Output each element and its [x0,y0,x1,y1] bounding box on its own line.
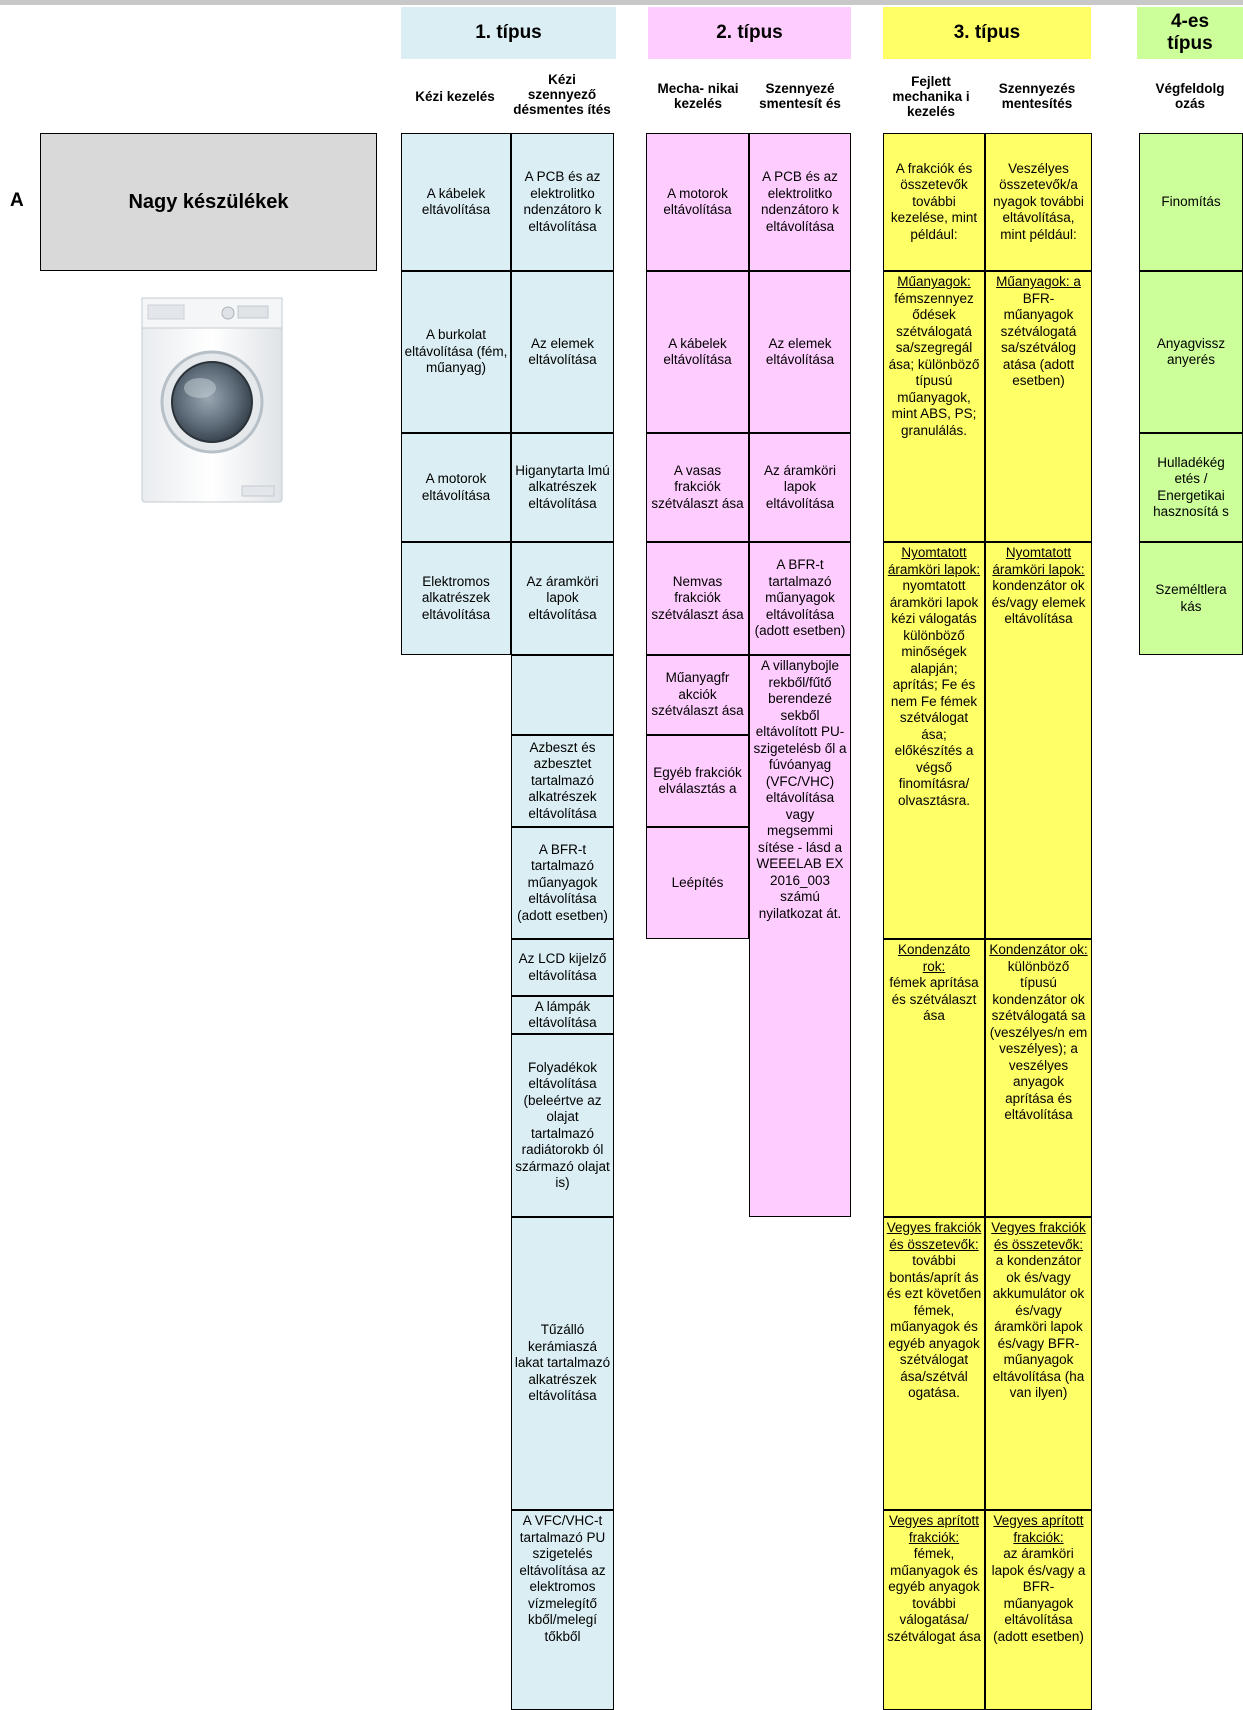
category-title: Nagy készülékek [40,133,377,271]
col6-cell-2-text: BFR- műanyagok szétválogatá sa/szétválog atása (adott esetben) [1000,290,1077,388]
col3-cell-1: A motorok eltávolítása [646,133,749,271]
col4-cell-1: A PCB és az elektrolitko ndenzátoro k eltávolítása [749,133,851,271]
subheader-vegfeldolgozas: Végfeldolg ozás [1155,81,1225,111]
col5-cell-5 [883,1217,985,1510]
header-type3: 3. típus [883,7,1091,59]
col2-cell-11: A VFC/VHC-t tartalmazó PU szigetelés eltávolítása az elektromos vízmelegítő kből/melegí tőkből [511,1510,614,1710]
col2-cell-3: Higanytarta lmú alkatrészek eltávolítása [511,433,614,542]
col5-cell-6-text: fémek, műanyagok és egyéb anyagok további válogatása/ szétválogat ása [887,1546,981,1644]
col2-cell-empty [511,655,614,735]
col5-cell-4-text: fémek aprítása és szétválaszt ása [889,975,979,1023]
col5-cell-2-text: fémszennyez ődések szétválogatá sa/szegregál ása; különböző típusú műanyagok, mint ABS, PS; granulálás. [888,290,980,438]
col5-cell-4 [883,939,985,1217]
col2-cell-4: Az áramköri lapok eltávolítása [511,542,614,655]
top-border [0,0,1243,5]
col2-cell-6: A BFR-t tartalmazó műanyagok eltávolítása (adott esetben) [511,827,614,939]
col2-cell-5: Azbeszt és azbesztet tartalmazó alkatrészek eltávolítása [511,735,614,827]
header-type4: 4-es típus [1137,7,1243,59]
col5-cell-6-heading: Vegyes aprított frakciók: [888,1513,980,1545]
col7-cell-2: Anyagvissz anyerés [1139,271,1243,433]
col6-cell-4-heading: Kondenzátor ok: [989,942,1088,957]
col6-cell-2-heading: Műanyagok: a [996,274,1081,289]
subheader-kezi-szennyezo: Kézi szennyező désmentes ítés [513,71,611,117]
col4-cell-2: Az elemek eltávolítása [749,271,851,433]
col6-cell-4 [985,939,1092,1217]
col6-cell-6-text: az áramköri lapok és/vagy a BFR- műanyagok eltávolítása (adott esetben) [991,1546,1086,1644]
header-type2: 2. típus [648,7,851,59]
col5-cell-6 [883,1510,985,1710]
row-label: A [10,190,24,211]
col6-cell-1-text: Veszélyes összetevők/a nyagok további eltávolítása, mint például: [993,160,1084,242]
col6-cell-3-text: kondenzátor ok és/vagy elemek eltávolítása [991,578,1086,626]
col4-cell-4: A BFR-t tartalmazó műanyagok eltávolítása (adott esetben) [749,542,851,655]
col5-cell-3-heading: Nyomtatott áramköri lapok: [887,545,981,577]
col7-cell-3: Hulladékég etés / Energetikai hasznosítá s [1139,433,1243,542]
col4-cell-3: Az áramköri lapok eltávolítása [749,433,851,542]
col6-cell-6 [985,1510,1092,1710]
washing-machine-icon [138,296,286,506]
col4-cell-5: A villanybojle rekből/fűtő berendezé sekből eltávolított PU- szigetelésb ől a fúvóanyag (VFC/VHC) eltávolítása vagy megsemmi sítése - lásd a WEEELAB EX 2016_003 számú nyilatkozat át. [749,655,851,1217]
col3-cell-4: Nemvas frakciók szétválaszt ása [646,542,749,655]
col5-cell-5-heading: Vegyes frakciók és összetevők: [886,1220,982,1252]
subheader-fejlett: Fejlett mechanika i kezelés [892,73,970,119]
col5-cell-3-text: nyomtatott áramköri lapok kézi válogatás különböző minőségek alapján; aprítás; Fe és nem Fe fémek szétválogat ása; előkészítés a végső finomításra/ olvasztásra. [889,578,979,808]
col5-cell-2-heading: Műanyagok: [897,274,971,289]
col5-cell-5-text: további bontás/aprít ás és ezt követően fémek, műanyagok és egyéb anyagok szétválogat ása/szétvál ogatása. [886,1253,982,1400]
col3-cell-3: A vasas frakciók szétválaszt ása [646,433,749,542]
col6-cell-1 [985,133,1092,271]
col6-cell-2 [985,271,1092,542]
col6-cell-3 [985,542,1092,939]
header-type1: 1. típus [401,7,616,59]
col2-cell-10: Tűzálló kerámiaszá lakat tartalmazó alkatrészek eltávolítása [511,1217,614,1510]
col5-cell-3 [883,542,985,939]
col3-cell-7: Leépítés [646,827,749,939]
subheader-szennyezes-mentesites-2: Szennyezé smentesít és [759,81,841,111]
col2-cell-2: Az elemek eltávolítása [511,271,614,433]
col2-cell-7: Az LCD kijelző eltávolítása [511,939,614,996]
col6-cell-4-text: különböző típusú kondenzátor ok szétválogatá sa (veszélyes/n em veszélyes); a veszélyes anyagok aprítása és eltávolítása [989,958,1088,1122]
col1-cell-2: A burkolat eltávolítása (fém, műanyag) [401,271,511,433]
col6-cell-5 [985,1217,1092,1510]
col6-cell-5-heading: Vegyes frakciók és összetevők: [991,1220,1086,1252]
col2-cell-1: A PCB és az elektrolitko ndenzátoro k eltávolítása [511,133,614,271]
col5-cell-1 [883,133,985,271]
col5-cell-4-heading: Kondenzáto rok: [897,942,971,974]
col2-cell-8: A lámpák eltávolítása [511,996,614,1034]
col2-cell-9: Folyadékok eltávolítása (beleértve az olajat tartalmazó radiátorokb ól származó olajat is) [511,1034,614,1217]
col6-cell-3-heading: Nyomtatott áramköri lapok: [992,545,1085,577]
col6-cell-5-text: a kondenzátor ok és/vagy akkumulátor ok és/vagy áramköri lapok és/vagy BFR- műanyagok eltávolítása (ha van ilyen) [992,1253,1085,1400]
col1-cell-1: A kábelek eltávolítása [401,133,511,271]
col3-cell-6: Egyéb frakciók elválasztás a [646,735,749,827]
subheader-kezi-kezeles: Kézi kezelés [415,88,495,104]
subheader-szennyezes-mentesites-3: Szennyezés mentesítés [998,81,1076,111]
subheader-mechanikai: Mecha- nikai kezelés [657,81,739,111]
col5-cell-2 [883,271,985,542]
col6-cell-6-heading: Vegyes aprított frakciók: [993,1513,1084,1545]
col3-cell-5: Műanyagfr akciók szétválaszt ása [646,655,749,735]
col3-cell-2: A kábelek eltávolítása [646,271,749,433]
col1-cell-3: A motorok eltávolítása [401,433,511,542]
col5-cell-1-text: A frakciók és összetevők további kezelése, mint például: [890,160,978,242]
col1-cell-4: Elektromos alkatrészek eltávolítása [401,542,511,655]
col7-cell-1: Finomítás [1139,133,1243,271]
col7-cell-4: Személtlera kás [1139,542,1243,655]
